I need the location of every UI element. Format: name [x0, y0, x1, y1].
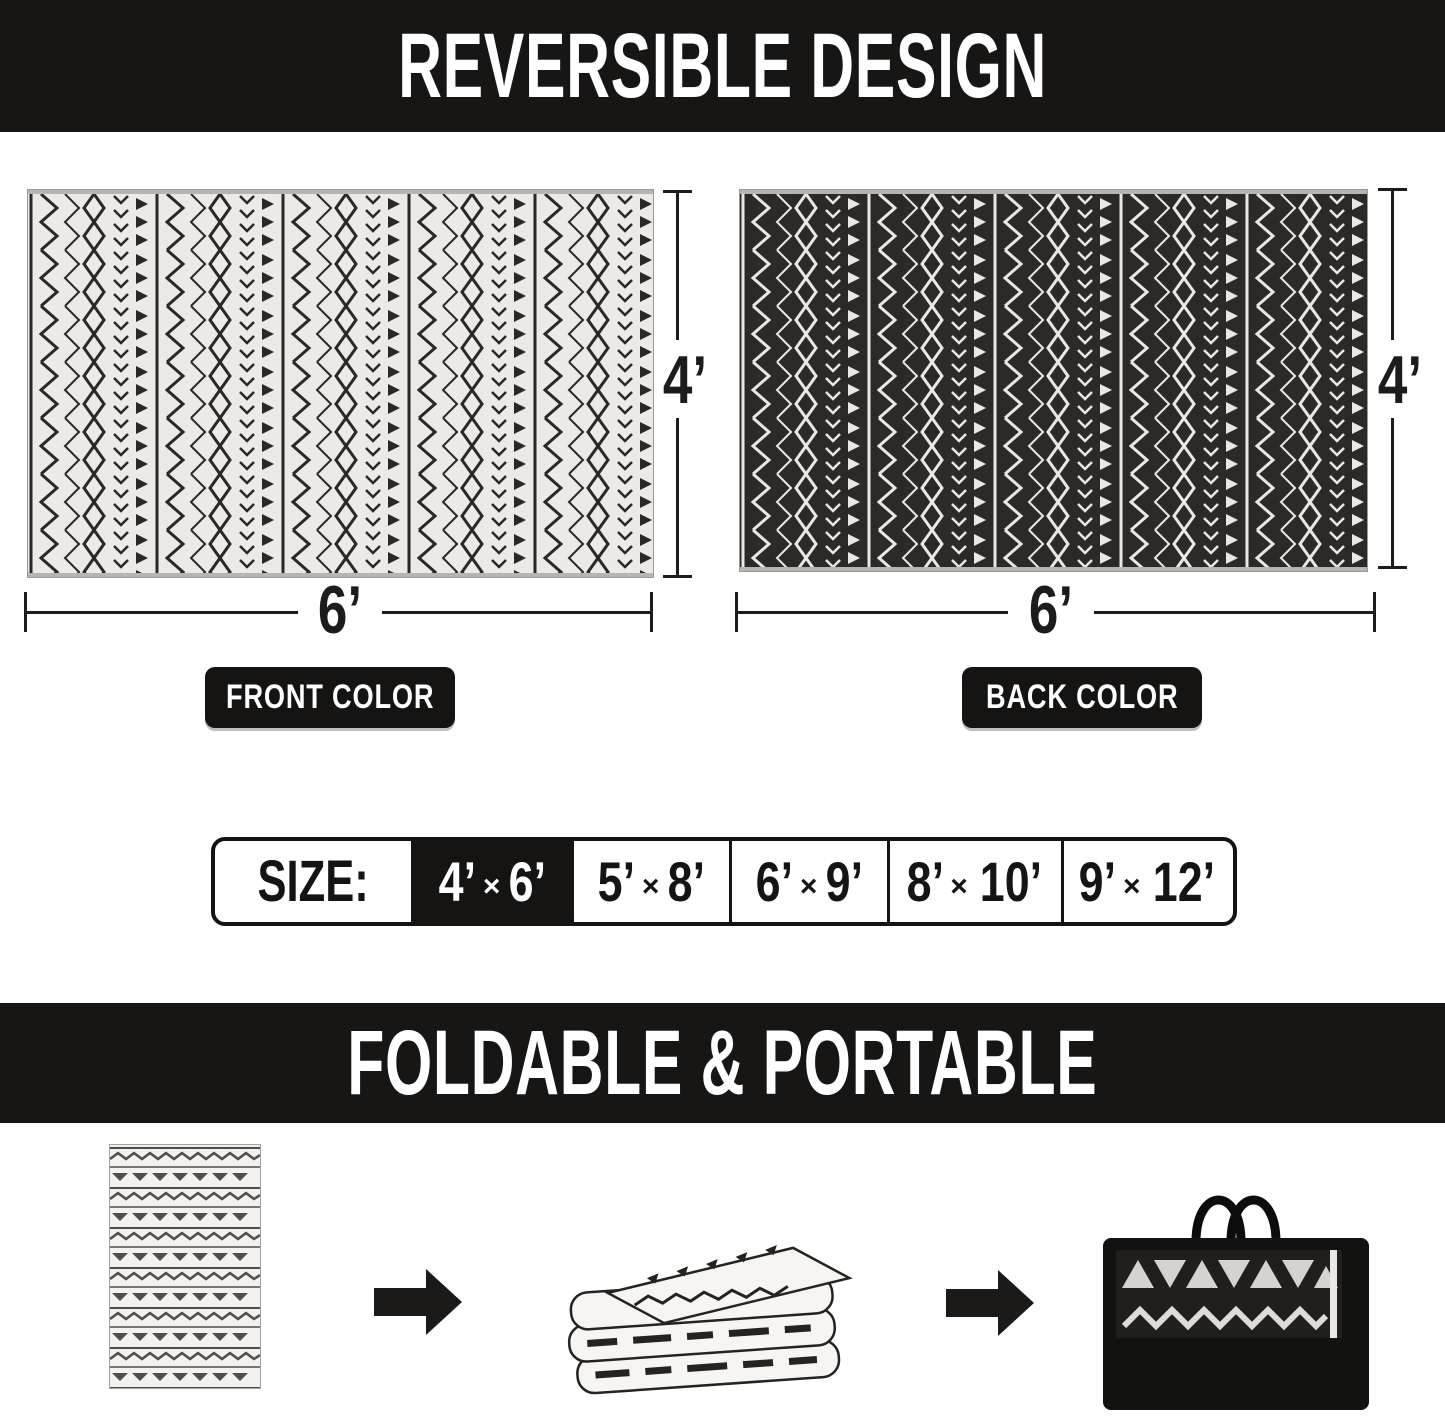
folded-rug-pattern [110, 1145, 260, 1388]
dimension-line-cap [24, 592, 27, 632]
size-option-5x8: 5’ × 8’ [571, 841, 729, 922]
foldable-portable-title: FOLDABLE & PORTABLE [347, 1011, 1098, 1114]
front-rug-pattern [28, 194, 653, 573]
carry-bag-image [1100, 1176, 1372, 1414]
back-rug-width-label: 6’ [1028, 572, 1074, 648]
arrow-right-icon [374, 1267, 464, 1337]
front-rug-width-label: 6’ [317, 572, 363, 648]
size-option-8x10: 8’ × 10’ [887, 841, 1060, 922]
multiply-icon: × [641, 869, 660, 903]
dimension-line-cap [663, 575, 692, 578]
front-rug-image [28, 190, 653, 577]
back-rug-pattern [740, 194, 1367, 567]
foldable-portable-banner [0, 1003, 1445, 1123]
multiply-icon: × [950, 869, 968, 903]
dimension-line-segment [26, 611, 298, 614]
reversible-design-title: REVERSIBLE DESIGN [398, 14, 1047, 117]
dimension-line-segment [676, 418, 679, 577]
back-color-badge [962, 667, 1202, 728]
multiply-icon: × [799, 869, 818, 903]
folded-rug-image [110, 1145, 260, 1388]
back-rug-height-label: 4’ [1377, 342, 1423, 418]
size-chart-label: SIZE: [257, 849, 369, 914]
size-chart [211, 837, 1237, 926]
front-rug-height-label: 4’ [662, 342, 708, 418]
dimension-line-cap [650, 592, 653, 632]
dimension-line-segment [382, 611, 652, 614]
dimension-line-segment [676, 192, 679, 340]
dimension-line-cap [735, 592, 738, 632]
dimension-line-cap [1378, 566, 1407, 569]
front-color-badge-label: FRONT COLOR [225, 678, 435, 716]
dimension-line-segment [737, 611, 1008, 614]
reversible-design-banner [0, 0, 1445, 132]
multiply-icon: × [1122, 869, 1141, 903]
dimension-line-cap [1378, 188, 1407, 191]
dimension-line-segment [1391, 190, 1394, 340]
size-option-9x12: 9’ × 12’ [1061, 841, 1233, 922]
size-option-4x6: 4’ × 6’ [411, 841, 571, 922]
arrow-right-icon [946, 1268, 1036, 1338]
size-option-6x9: 6’ × 9’ [729, 841, 888, 922]
back-color-badge-label: BACK COLOR [985, 678, 1179, 716]
dimension-line-segment [1391, 418, 1394, 568]
dimension-line-cap [663, 190, 692, 193]
front-color-badge [205, 667, 455, 728]
dimension-line-segment [1094, 611, 1375, 614]
bag-handles [1196, 1200, 1276, 1242]
dimension-line-cap [1373, 592, 1376, 632]
back-rug-image [740, 190, 1367, 571]
multiply-icon: × [482, 869, 501, 903]
folded-stack-image [558, 1226, 865, 1410]
